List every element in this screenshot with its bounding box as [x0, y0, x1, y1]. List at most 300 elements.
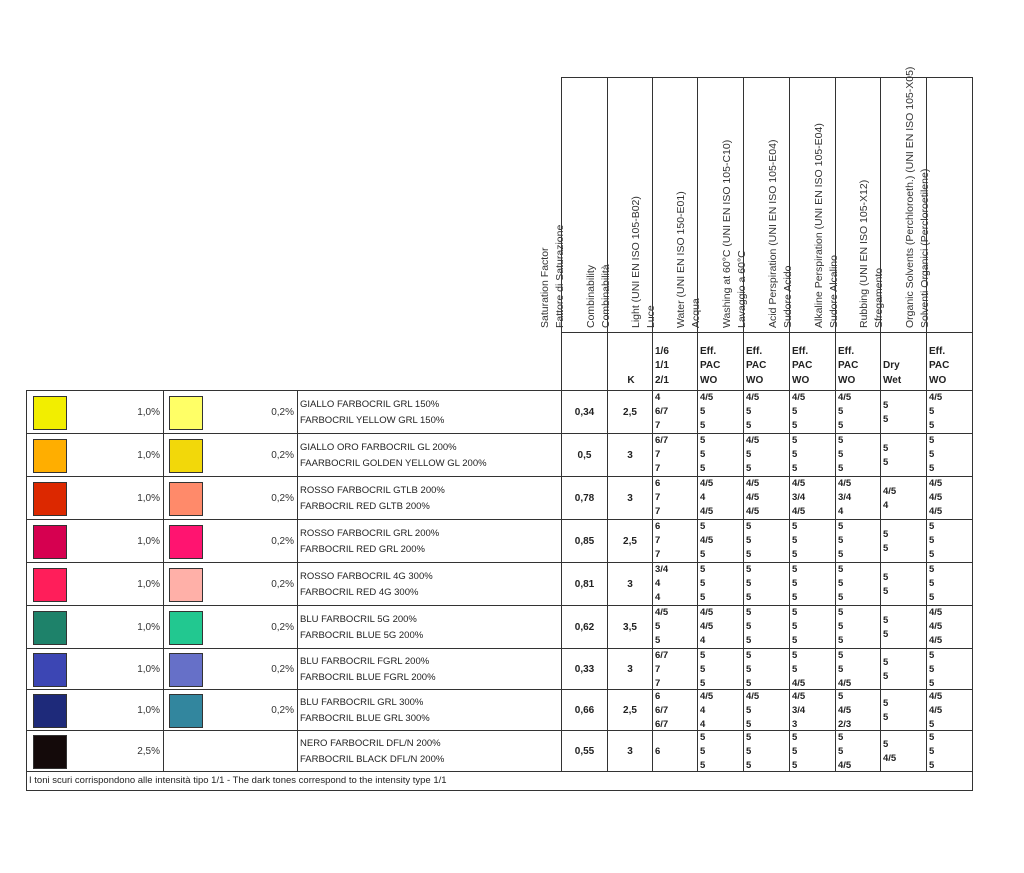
washing-values [743, 648, 790, 690]
rating-value: 5 [838, 578, 844, 589]
header-label-it: Sudore Acido [782, 265, 794, 328]
rating-value: 5 [838, 549, 844, 560]
rating-value: 4/5 [929, 607, 943, 618]
dark-tone-swatch [33, 611, 67, 645]
rating-value: 5 [792, 564, 798, 575]
dark-tone-percent: 2,5% [137, 745, 160, 757]
rating-value: 6 [655, 745, 661, 757]
rating-value: 5 [792, 732, 798, 743]
dye-name-it: ROSSO FARBOCRIL GTLB 200% [300, 484, 445, 496]
dye-name-it: BLU FARBOCRIL GRL 300% [300, 696, 424, 708]
header-label-rubbing [857, 180, 887, 328]
light-tone-swatch [169, 611, 203, 645]
rating-value: 5 [929, 746, 935, 757]
rating-value: 5 [883, 585, 889, 597]
rating-value: 3/4 [838, 492, 852, 503]
rating-value: 4/5 [838, 705, 852, 716]
header-label-it: Luce [645, 305, 657, 328]
light-values [652, 648, 698, 690]
rating-value: 4/5 [700, 506, 714, 517]
dye-name-cell [297, 689, 562, 731]
rating-value: 7 [655, 449, 661, 460]
subheader-label: 2/1 [655, 374, 669, 386]
rubbing-values [880, 390, 927, 434]
light-tone-percent: 0,2% [271, 621, 294, 633]
table-row [26, 390, 973, 434]
subheader-label: PAC [792, 360, 813, 371]
rating-value: 4/5 [929, 635, 943, 646]
k-text: 2,5 [623, 406, 637, 418]
light-tone-percent: 0,2% [271, 535, 294, 547]
rating-value: 5 [838, 621, 844, 632]
subheader-alkaline-perspiration [835, 332, 881, 391]
rating-value: 4/5 [655, 607, 669, 618]
rating-value: 4/5 [883, 752, 897, 764]
rating-value: 3/4 [792, 492, 806, 503]
header-label-it: Sudore Alcalino [828, 255, 840, 328]
dye-name-en: FARBOCRIL BLUE 5G 200% [300, 629, 424, 641]
alkaline-perspiration-values [835, 605, 881, 649]
organic-solvents-values [926, 605, 973, 649]
water-values [697, 562, 744, 606]
rating-value: 5 [883, 456, 889, 468]
light-values [652, 689, 698, 731]
header-label-en: Rubbing (UNI EN ISO 105-X12) [858, 179, 870, 328]
rating-value: 5 [746, 760, 752, 771]
rubbing-values [880, 689, 927, 731]
water-values [697, 433, 744, 477]
rubbing-values [880, 730, 927, 772]
rating-value: 5 [838, 732, 844, 743]
rubbing-values [880, 476, 927, 520]
rating-value: 5 [838, 691, 844, 702]
light-tone-cell [163, 648, 298, 690]
rating-value: 4 [655, 392, 661, 403]
header-label-it: Combinabilità [600, 264, 612, 328]
rating-value: 5 [838, 746, 844, 757]
rating-value: 4/5 [929, 691, 943, 702]
dark-tone-cell [26, 689, 164, 731]
rating-value: 5 [929, 678, 935, 689]
dark-tone-swatch [33, 439, 67, 473]
alkaline-perspiration-values [835, 390, 881, 434]
dark-tone-swatch [33, 396, 67, 430]
rating-value: 5 [792, 420, 798, 431]
dark-tone-percent: 1,0% [137, 621, 160, 633]
rating-value: 4/5 [929, 506, 943, 517]
rating-value: 5 [838, 420, 844, 431]
rating-value: 5 [792, 549, 798, 560]
subheader-label: K [627, 374, 635, 386]
combinability-value [607, 730, 653, 772]
dark-tone-swatch [33, 568, 67, 602]
header-label-it: Fattore di Saturazione [554, 224, 566, 328]
light-tone-percent: 0,2% [271, 449, 294, 461]
rating-value: 5 [838, 592, 844, 603]
subheader-label: 1/6 [655, 345, 669, 357]
acid-perspiration-values [789, 519, 836, 563]
rating-value: 5 [929, 463, 935, 474]
washing-values [743, 689, 790, 731]
rating-value: 5 [700, 549, 706, 560]
rating-value: 6 [655, 521, 661, 532]
rating-value: 5 [838, 521, 844, 532]
dark-tone-swatch [33, 694, 67, 728]
rating-value: 5 [792, 592, 798, 603]
organic-solvents-values [926, 689, 973, 731]
rating-value: 7 [655, 678, 661, 689]
rating-value: 5 [746, 650, 752, 661]
rating-value: 5 [746, 635, 752, 646]
table-row [26, 605, 973, 649]
dye-name-it: BLU FARBOCRIL FGRL 200% [300, 655, 430, 667]
k-text: 2,5 [623, 704, 637, 716]
organic-solvents-values [926, 390, 973, 434]
rating-value: 5 [929, 406, 935, 417]
rating-value: 5 [883, 614, 889, 626]
dye-name-it: ROSSO FARBOCRIL GRL 200% [300, 527, 440, 539]
rating-value: 5 [746, 621, 752, 632]
dye-name-cell [297, 390, 562, 434]
acid-perspiration-values [789, 390, 836, 434]
header-label-light [629, 196, 659, 328]
saturation-value [561, 519, 608, 563]
rating-value: 4/5 [746, 492, 760, 503]
saturation-text: 0,66 [574, 704, 595, 716]
table-row [26, 648, 973, 690]
saturation-value [561, 562, 608, 606]
rating-value: 7 [655, 492, 661, 503]
light-tone-cell [163, 689, 298, 731]
rating-value: 5 [883, 413, 889, 425]
rating-value: 6/7 [655, 435, 669, 446]
k-text: 3 [627, 492, 633, 504]
header-label-en: Combinability [585, 264, 597, 328]
dye-name-cell [297, 648, 562, 690]
rating-value: 4/5 [838, 678, 852, 689]
rating-value: 5 [929, 664, 935, 675]
rating-value: 5 [746, 746, 752, 757]
rating-value: 5 [700, 463, 706, 474]
rating-value: 5 [746, 535, 752, 546]
rating-value: 4 [838, 506, 844, 517]
rating-value: 4/5 [792, 392, 806, 403]
rating-value: 5 [746, 449, 752, 460]
rating-value: 5 [792, 521, 798, 532]
light-tone-swatch [169, 525, 203, 559]
rating-value: 7 [655, 463, 661, 474]
subheader-label: PAC [929, 360, 950, 371]
combinability-value [607, 433, 653, 477]
saturation-value [561, 605, 608, 649]
light-values [652, 519, 698, 563]
rating-value: 5 [929, 449, 935, 460]
light-tone-cell [163, 562, 298, 606]
k-text: 3,5 [623, 621, 637, 633]
alkaline-perspiration-values [835, 562, 881, 606]
header-label-saturation-factor [538, 225, 568, 328]
header-label-it: Solventi Organici (Percloroetilene) [919, 168, 931, 328]
dark-tone-cell [26, 562, 164, 606]
rating-value: 4/5 [746, 478, 760, 489]
light-tone-cell [163, 730, 298, 772]
rating-value: 5 [883, 528, 889, 540]
rating-value: 5 [838, 406, 844, 417]
rating-value: 4/5 [700, 478, 714, 489]
rating-value: 5 [792, 664, 798, 675]
rating-value: 5 [838, 463, 844, 474]
alkaline-perspiration-values [835, 689, 881, 731]
light-tone-cell [163, 476, 298, 520]
rating-value: 5 [700, 564, 706, 575]
rating-value: 5 [700, 521, 706, 532]
rating-value: 5 [700, 760, 706, 771]
organic-solvents-values [926, 648, 973, 690]
rating-value: 4/5 [700, 392, 714, 403]
rating-value: 7 [655, 506, 661, 517]
rating-value: 4/5 [700, 621, 714, 632]
rating-value: 5 [746, 664, 752, 675]
rating-value: 6/7 [655, 650, 669, 661]
header-label-organic-solvents [903, 67, 933, 328]
light-values [652, 562, 698, 606]
saturation-text: 0,78 [574, 492, 595, 504]
rating-value: 6/7 [655, 719, 669, 730]
dark-tone-cell [26, 605, 164, 649]
dye-name-en: FARBOCRIL RED GLTB 200% [300, 500, 430, 512]
acid-perspiration-values [789, 562, 836, 606]
rating-value: 5 [929, 535, 935, 546]
rating-value: 5 [929, 732, 935, 743]
light-tone-cell [163, 433, 298, 477]
header-label-en: Washing at 60°C (UNI EN ISO 105-C10) [721, 139, 733, 328]
rating-value: 4 [700, 705, 706, 716]
rating-value: 6/7 [655, 705, 669, 716]
rating-value: 5 [792, 746, 798, 757]
rating-value: 5 [929, 549, 935, 560]
water-values [697, 648, 744, 690]
dark-tone-cell [26, 433, 164, 477]
k-text: 2,5 [623, 535, 637, 547]
dark-tone-percent: 1,0% [137, 535, 160, 547]
washing-values [743, 433, 790, 477]
rating-value: 5 [838, 435, 844, 446]
rating-value: 4/5 [929, 392, 943, 403]
header-label-en: Acid Perspiration (UNI EN ISO 105-E04) [767, 139, 779, 328]
rating-value: 4/5 [746, 506, 760, 517]
combinability-value [607, 648, 653, 690]
combinability-value [607, 605, 653, 649]
rating-value: 5 [929, 420, 935, 431]
rating-value: 5 [883, 399, 889, 411]
subheader-light [652, 332, 698, 391]
subheader-washing [743, 332, 790, 391]
table-row [26, 562, 973, 606]
rating-value: 5 [838, 650, 844, 661]
dark-tone-cell [26, 390, 164, 434]
light-tone-swatch [169, 482, 203, 516]
subheader-label: WO [746, 374, 764, 386]
table-row [26, 730, 973, 772]
organic-solvents-values [926, 519, 973, 563]
table-row [26, 476, 973, 520]
subheader-label: WO [929, 374, 947, 386]
rating-value: 7 [655, 420, 661, 431]
water-values [697, 390, 744, 434]
subheader-label: PAC [838, 360, 859, 371]
light-tone-percent: 0,2% [271, 704, 294, 716]
rating-value: 5 [700, 746, 706, 757]
light-tone-swatch [169, 568, 203, 602]
rating-value: 5 [792, 635, 798, 646]
rating-value: 5 [746, 564, 752, 575]
rating-value: 4/5 [838, 760, 852, 771]
rating-value: 5 [883, 628, 889, 640]
rating-value: 5 [746, 732, 752, 743]
dye-name-en: FARBOCRIL YELLOW GRL 150% [300, 414, 445, 426]
rating-value: 4/5 [746, 435, 760, 446]
light-tone-swatch [169, 653, 203, 687]
header-label-washing [720, 140, 750, 328]
rating-value: 5 [929, 435, 935, 446]
light-tone-percent: 0,2% [271, 578, 294, 590]
rating-value: 5 [792, 760, 798, 771]
subheader-saturation-factor [561, 332, 608, 391]
dark-tone-cell [26, 730, 164, 772]
rating-value: 4/5 [700, 607, 714, 618]
dye-name-en: FARBOCRIL RED 4G 300% [300, 586, 419, 598]
header-label-it: Sfregamento [873, 267, 885, 328]
dye-name-cell [297, 519, 562, 563]
subheader-label: Wet [883, 374, 902, 386]
dark-tone-percent: 1,0% [137, 578, 160, 590]
saturation-value [561, 433, 608, 477]
rating-value: 5 [700, 578, 706, 589]
rating-value: 5 [838, 564, 844, 575]
rating-value: 5 [792, 578, 798, 589]
dark-tone-swatch [33, 735, 67, 769]
organic-solvents-values [926, 476, 973, 520]
dark-tone-swatch [33, 482, 67, 516]
rating-value: 5 [700, 678, 706, 689]
rating-value: 5 [746, 578, 752, 589]
saturation-text: 0,33 [574, 663, 595, 675]
subheader-label: WO [700, 374, 718, 386]
saturation-value [561, 689, 608, 731]
rating-value: 4 [700, 719, 706, 730]
light-tone-swatch [169, 396, 203, 430]
k-text: 3 [627, 578, 633, 590]
light-tone-cell [163, 390, 298, 434]
alkaline-perspiration-values [835, 476, 881, 520]
rating-value: 5 [929, 578, 935, 589]
subheader-label: Eff. [700, 345, 717, 357]
rubbing-values [880, 562, 927, 606]
saturation-text: 0,34 [574, 406, 595, 418]
acid-perspiration-values [789, 689, 836, 731]
rating-value: 4 [655, 578, 661, 589]
table-row [26, 519, 973, 563]
rating-value: 5 [883, 670, 889, 682]
rating-value: 3 [792, 719, 798, 730]
header-label-en: Organic Solvents (Perchloroeth.) (UNI EN ISO 105-X05) [904, 66, 916, 328]
saturation-value [561, 648, 608, 690]
footnote: I toni scuri corrispondono alle intensità tipo 1/1 - The dark tones correspond to the intensity type 1/1 [26, 771, 973, 791]
rating-value: 5 [883, 711, 889, 723]
dye-name-it: NERO FARBOCRIL DFL/N 200% [300, 737, 441, 749]
subheader-water [697, 332, 744, 391]
light-values [652, 730, 698, 772]
rating-value: 5 [929, 650, 935, 661]
dye-name-it: GIALLO ORO FARBOCRIL GL 200% [300, 441, 457, 453]
header-label-acid-perspiration [766, 140, 796, 329]
header-label-en: Light (UNI EN ISO 105-B02) [630, 196, 642, 328]
rating-value: 5 [700, 664, 706, 675]
rating-value: 7 [655, 664, 661, 675]
rating-value: 5 [838, 635, 844, 646]
rating-value: 4/5 [929, 492, 943, 503]
rating-value: 5 [746, 463, 752, 474]
rubbing-values [880, 519, 927, 563]
rating-value: 4/5 [838, 392, 852, 403]
washing-values [743, 519, 790, 563]
dark-tone-percent: 1,0% [137, 406, 160, 418]
rating-value: 5 [929, 592, 935, 603]
rating-value: 5 [883, 442, 889, 454]
rating-value: 5 [883, 738, 889, 750]
dye-name-en: FARBOCRIL RED GRL 200% [300, 543, 425, 555]
light-tone-cell [163, 605, 298, 649]
rating-value: 4 [700, 492, 706, 503]
subheader-combinability [607, 332, 653, 391]
light-values [652, 390, 698, 434]
organic-solvents-values [926, 433, 973, 477]
dark-tone-swatch [33, 525, 67, 559]
dye-name-it: GIALLO FARBOCRIL GRL 150% [300, 398, 440, 410]
rating-value: 5 [700, 732, 706, 743]
subheader-label: WO [792, 374, 810, 386]
rating-value: 5 [929, 760, 935, 771]
rating-value: 5 [700, 420, 706, 431]
rating-value: 5 [655, 635, 661, 646]
rating-value: 6/7 [655, 406, 669, 417]
combinability-value [607, 519, 653, 563]
rating-value: 6 [655, 478, 661, 489]
rating-value: 5 [700, 650, 706, 661]
rating-value: 5 [792, 435, 798, 446]
dark-tone-percent: 1,0% [137, 449, 160, 461]
subheader-organic-solvents [926, 332, 973, 391]
subheader-label: Dry [883, 360, 900, 371]
rating-value: 5 [700, 406, 706, 417]
rating-value: 5 [792, 463, 798, 474]
dye-name-en: FARBOCRIL BLUE GRL 300% [300, 712, 430, 724]
rating-value: 3/4 [792, 705, 806, 716]
dark-tone-cell [26, 476, 164, 520]
rating-value: 5 [700, 449, 706, 460]
alkaline-perspiration-values [835, 519, 881, 563]
rating-value: 5 [655, 621, 661, 632]
acid-perspiration-values [789, 433, 836, 477]
k-text: 3 [627, 449, 633, 461]
rating-value: 5 [838, 449, 844, 460]
light-tone-percent: 0,2% [271, 663, 294, 675]
dye-name-cell [297, 605, 562, 649]
rubbing-values [880, 605, 927, 649]
rating-value: 5 [746, 592, 752, 603]
header-label-en: Water (UNI EN ISO 150-E01) [675, 191, 687, 328]
light-tone-cell [163, 519, 298, 563]
